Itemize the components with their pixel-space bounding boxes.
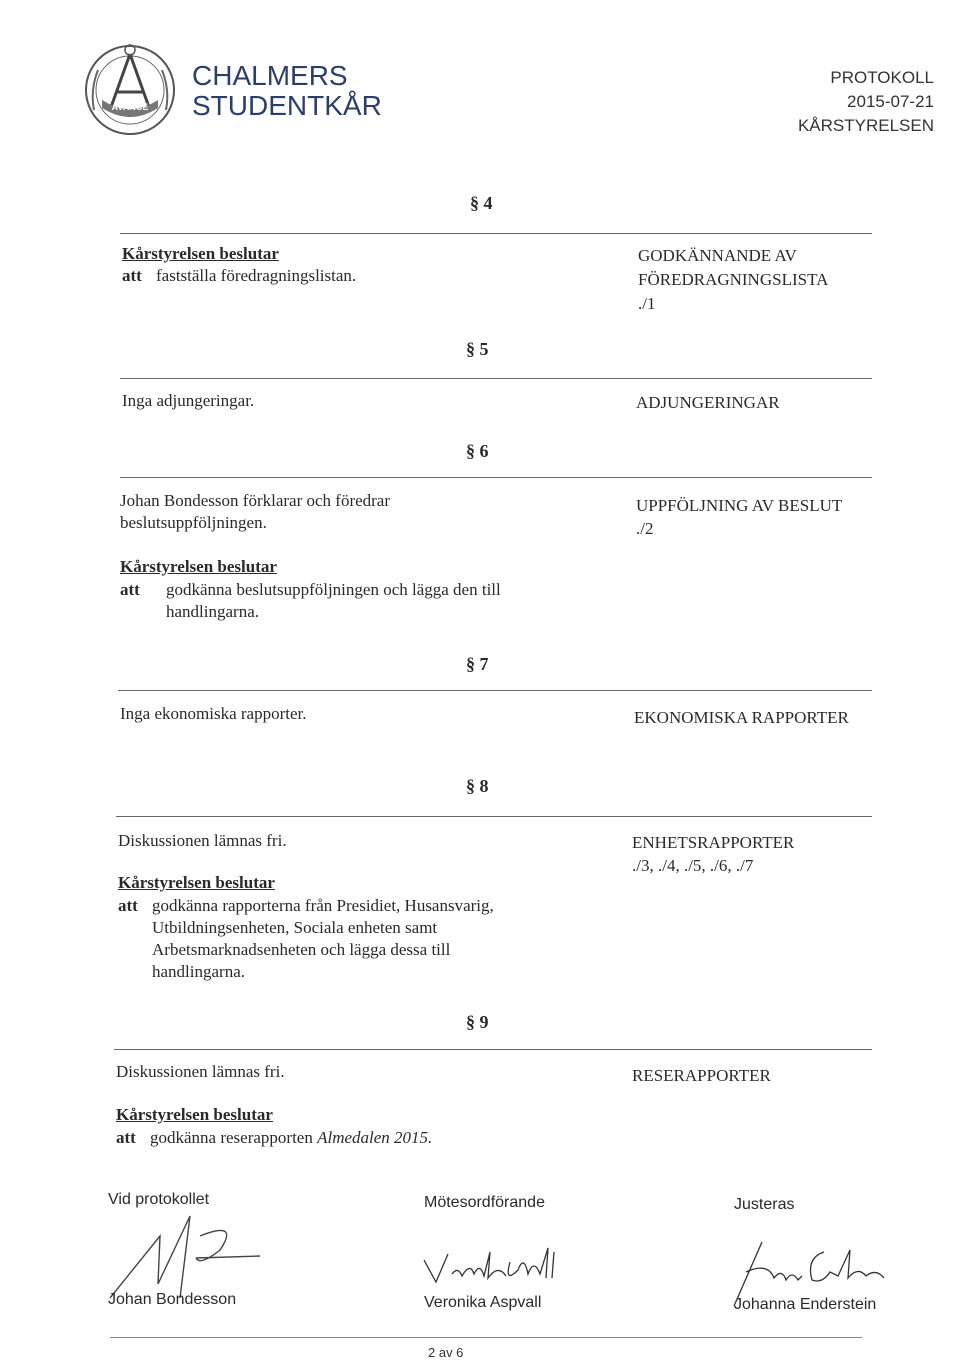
section-text: Johan Bondesson förklarar och föredrar [120,491,391,510]
section-divider [114,1049,872,1050]
signature-label-adjuster: Justeras [734,1196,795,1213]
decision-line [122,265,356,287]
section-mark-4: § 4 [470,193,493,213]
org-name-line1: CHALMERS [192,60,348,91]
chalmers-seal-logo [80,40,180,140]
section-mark-8: § 8 [466,776,489,796]
section-divider [120,378,872,379]
decision-italic: Almedalen 2015. [317,1128,433,1147]
decision-heading: Kårstyrelsen beslutar [118,873,275,892]
section-divider [116,816,872,817]
decision-text: godkänna reserapporten [150,1128,313,1147]
section-divider [118,690,872,691]
decision-heading: Kårstyrelsen beslutar [122,244,279,263]
signature-label-chair: Mötesordförande [424,1194,545,1211]
decision-line [120,579,501,601]
doc-date: 2015-07-21 [847,92,934,111]
signature-name-secretary: Johan Bondesson [108,1291,237,1308]
section-text: Diskussionen lämnas fri. [116,1062,285,1081]
section-title: FÖREDRAGNINGSLISTA [638,270,829,289]
section-title: RESERAPPORTER [632,1066,771,1085]
doc-body: KÅRSTYRELSEN [797,116,934,135]
decision-text: fastställa föredragningslistan. [156,266,357,285]
decision-text: godkänna beslutsuppföljningen och lägga den till [166,580,501,599]
section-mark-7: § 7 [466,654,489,674]
decision-heading: Kårstyrelsen beslutar [120,557,277,576]
attachment-ref: ./2 [636,519,654,538]
footer-divider [110,1337,862,1338]
section-title: GODKÄNNANDE AV [638,246,797,265]
att-label: att [122,266,142,285]
att-label: att [120,580,140,599]
signature-name-chair: Veronika Aspvall [424,1294,542,1311]
section-text: beslutsuppföljningen. [120,513,267,532]
section-title: ENHETSRAPPORTER [632,833,795,852]
decision-text: godkänna rapporterna från Presidiet, Husansvarig, [152,896,494,915]
decision-text: handlingarna. [166,602,259,621]
org-name-line2: STUDENTKÅR [192,90,382,121]
att-label: att [116,1128,136,1147]
section-text: Diskussionen lämnas fri. [118,831,287,850]
doc-type: PROTOKOLL [830,68,934,87]
section-text: Inga adjungeringar. [122,391,255,410]
handwritten-signature-2 [418,1244,568,1294]
decision-text: handlingarna. [152,962,245,981]
decision-heading: Kårstyrelsen beslutar [116,1105,273,1124]
decision-text: Arbetsmarknadsenheten och lägga dessa till [152,940,451,959]
section-title: UPPFÖLJNING AV BESLUT [636,496,843,515]
decision-text: Utbildningsenheten, Sociala enheten samt [152,918,438,937]
decision-line [118,895,494,917]
section-divider [120,233,872,234]
section-mark-6: § 6 [466,441,489,461]
page-number: 2 av 6 [428,1345,464,1360]
signature-name-adjuster: Johanna Enderstein [734,1296,877,1313]
decision-line [116,1127,432,1149]
signature-label-secretary: Vid protokollet [108,1191,210,1208]
seal-motto: AVANCE [111,102,149,112]
section-text: Inga ekonomiska rapporter. [120,704,307,723]
attachment-refs: ./3, ./4, ./5, ./6, ./7 [632,856,754,875]
section-title: EKONOMISKA RAPPORTER [634,708,849,727]
section-title: ADJUNGERINGAR [636,393,780,412]
att-label: att [118,896,138,915]
section-mark-9: § 9 [466,1012,489,1032]
section-divider [120,477,872,478]
section-mark-5: § 5 [466,339,489,359]
attachment-ref: ./1 [638,294,656,313]
